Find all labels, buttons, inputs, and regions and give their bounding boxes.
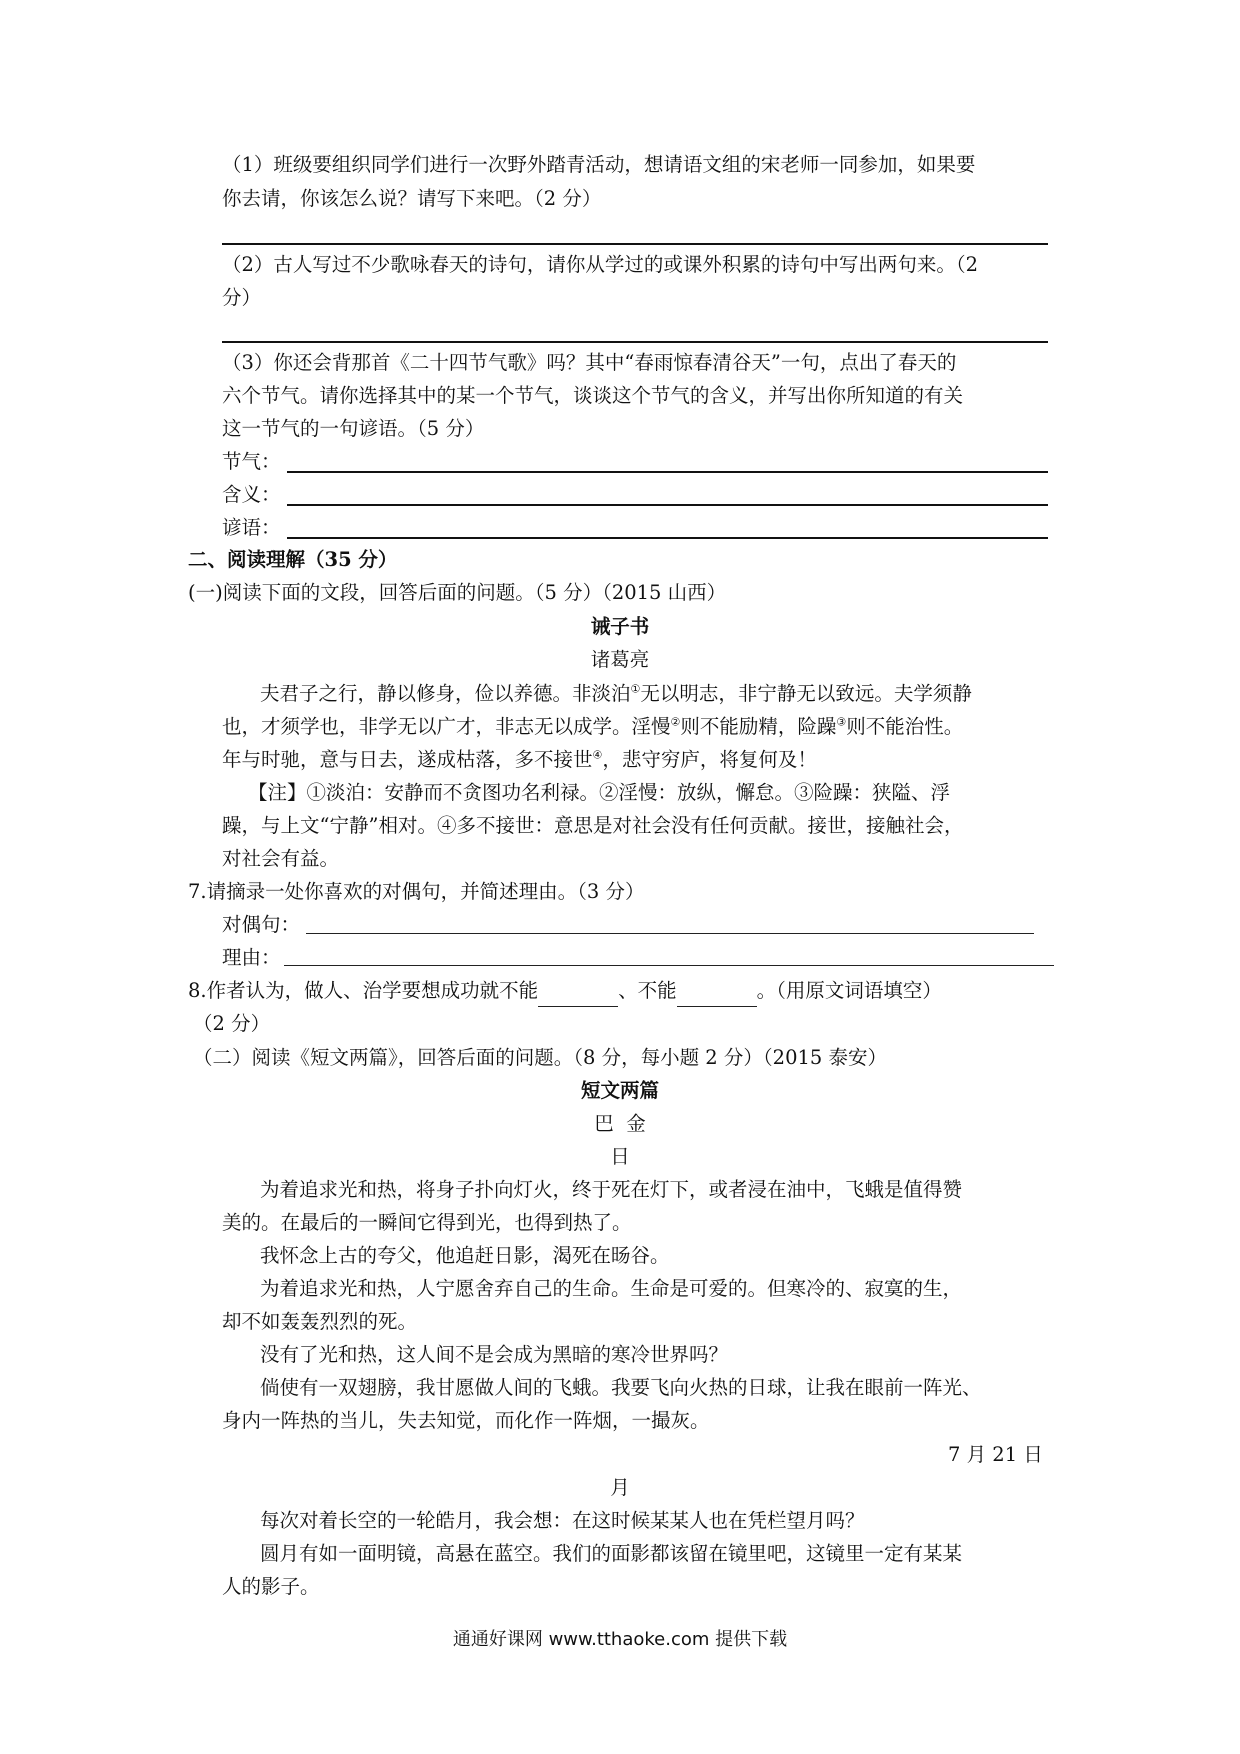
ri-line5: 却不如轰轰烈烈的死。 [222, 1310, 418, 1333]
q8-score: （2 分） [193, 1012, 271, 1035]
q1-line2: 你去请，你该怎么说？请写下来吧。（2 分） [222, 187, 602, 210]
footnote-mark-4: ④ [592, 748, 603, 762]
footer-download-note: 通通好课网 www.tthaoke.com 提供下载 [452, 1629, 788, 1650]
footnote-mark-1: ① [630, 682, 641, 696]
hanyi-answer-line[interactable] [287, 504, 1048, 506]
note-line1: 【注】①淡泊：安静而不贪图功名利禄。②淫慢：放纵，懈怠。③险躁：狭隘、浮 [248, 781, 951, 804]
yue-line3: 人的影子。 [222, 1575, 320, 1598]
note-line3: 对社会有益。 [222, 847, 340, 870]
ri-date: 7 月 21 日 [948, 1443, 1043, 1466]
ri-line4: 为着追求光和热，人宁愿舍弃自己的生命。生命是可爱的。但寒冷的、寂寞的生， [260, 1277, 963, 1300]
q8-text: 8.作者认为，做人、治学要想成功就不能 、不能 。（用原文词语填空） [188, 976, 942, 1007]
ri-subtitle: 日 [610, 1145, 630, 1168]
q7-reason-answer-line[interactable] [284, 965, 1054, 966]
yue-line1: 每次对着长空的一轮皓月，我会想：在这时候某某人也在凭栏望月吗？ [260, 1509, 865, 1532]
section2-heading: 二、阅读理解（35 分） [188, 548, 398, 571]
hanyi-label: 含义： [222, 483, 281, 506]
q2-line2: 分） [222, 286, 262, 309]
part2-intro: （二）阅读《短文两篇》，回答后面的问题。（8 分，每小题 2 分）（2015 泰安） [193, 1046, 887, 1069]
part2-title: 短文两篇 [580, 1079, 659, 1102]
part1-title: 诫子书 [590, 615, 650, 638]
footnote-mark-2: ② [670, 715, 681, 729]
yanyu-label: 谚语： [222, 516, 281, 539]
q8-blank-2[interactable] [677, 976, 757, 1007]
note-line2: 躁，与上文“宁静”相对。④多不接世：意思是对社会没有任何贡献。接世，接触社会， [222, 814, 964, 837]
q2-line1: （2）古人写过不少歌咏春天的诗句，请你从学过的或课外积累的诗句中写出两句来。（2 [222, 253, 979, 276]
q1-line1: （1）班级要组织同学们进行一次野外踏青活动，想请语文组的宋老师一同参加，如果要 [222, 153, 976, 176]
q7-text: 7.请摘录一处你喜欢的对偶句，并简述理由。（3 分） [188, 880, 645, 903]
ri-line1: 为着追求光和热，将身子扑向灯火，终于死在灯下，或者浸在油中，飞蛾是值得赞 [260, 1178, 963, 1201]
yue-line2: 圆月有如一面明镜，高悬在蓝空。我们的面影都该留在镜里吧，这镜里一定有某某 [260, 1542, 963, 1565]
ri-line7: 倘使有一双翅膀，我甘愿做人间的飞蛾。我要飞向火热的日球，让我在眼前一阵光、 [260, 1376, 982, 1399]
passage-line1: 夫君子之行，静以修身，俭以养德。非淡泊①无以明志，非宁静无以致远。夫学须静 [260, 682, 972, 705]
q8-blank-1[interactable] [538, 976, 618, 1007]
q3-line1: （3）你还会背那首《二十四节气歌》吗？其中“春雨惊春清谷天”一句，点出了春天的 [222, 351, 957, 374]
q7-duiouju-label: 对偶句： [222, 913, 301, 936]
ri-line3: 我怀念上古的夸父，他追赶日影，渴死在旸谷。 [260, 1244, 670, 1267]
ri-line8: 身内一阵热的当儿，失去知觉，而化作一阵烟，一撮灰。 [222, 1409, 710, 1432]
q2-answer-line[interactable] [222, 341, 1048, 343]
passage-line2: 也，才须学也，非学无以广才，非志无以成学。淫慢②则不能励精，险躁③则不能治性。 [222, 715, 964, 738]
jieqi-label: 节气： [222, 450, 281, 473]
ri-line2: 美的。在最后的一瞬间它得到光，也得到热了。 [222, 1211, 632, 1234]
q7-duiouju-answer-line[interactable] [306, 933, 1034, 934]
yue-subtitle: 月 [610, 1476, 630, 1499]
passage-line3: 年与时驰，意与日去，遂成枯落，多不接世④，悲守穷庐，将复何及！ [222, 748, 817, 771]
part2-author: 巴 金 [594, 1112, 646, 1135]
footnote-mark-3: ③ [836, 715, 847, 729]
ri-line6: 没有了光和热，这人间不是会成为黑暗的寒冷世界吗？ [260, 1343, 729, 1366]
part1-author: 诸葛亮 [590, 648, 650, 671]
yanyu-answer-line[interactable] [287, 537, 1048, 539]
q7-reason-label: 理由： [222, 946, 281, 969]
part1-intro: (一)阅读下面的文段，回答后面的问题。（5 分）（2015 山西） [188, 581, 727, 604]
q3-line3: 这一节气的一句谚语。（5 分） [222, 417, 485, 440]
q1-answer-line[interactable] [222, 243, 1048, 245]
q3-line2: 六个节气。请你选择其中的某一个节气，谈谈这个节气的含义，并写出你所知道的有关 [222, 384, 964, 407]
jieqi-answer-line[interactable] [287, 471, 1048, 473]
